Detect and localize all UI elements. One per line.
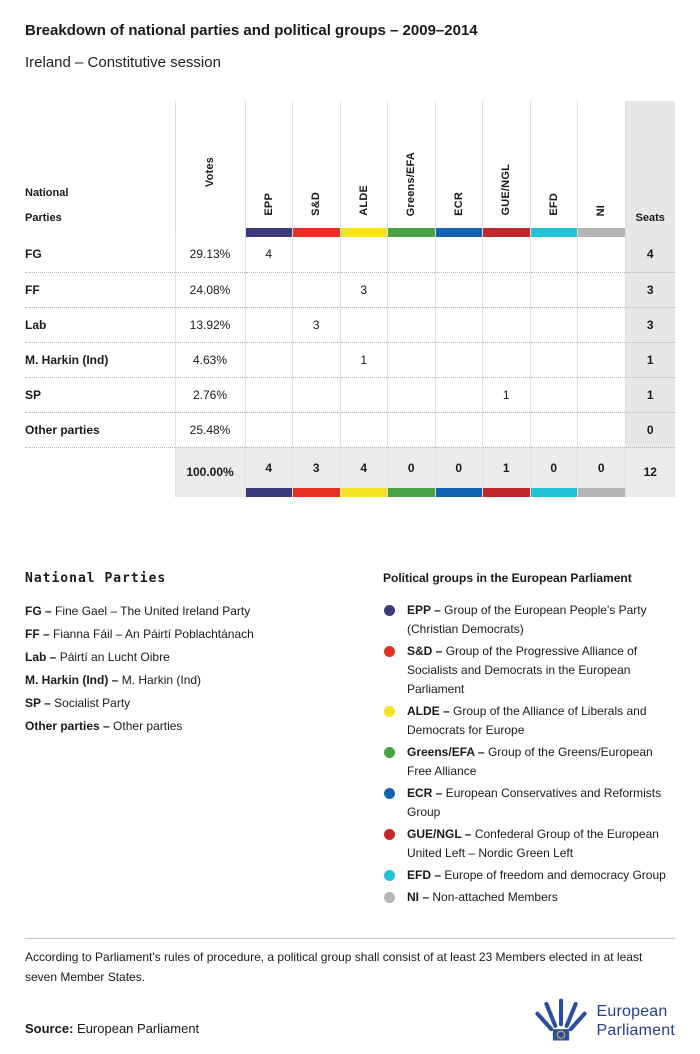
seats-cell: 0 [625, 412, 675, 447]
group-column-header-gue-ngl [483, 101, 531, 237]
legend-party-abbr: FG – [25, 603, 52, 618]
legend-party-abbr: Lab – [25, 649, 57, 664]
total-group-value: 3 [312, 460, 320, 475]
legend-group-name: Group of the European People's Party (Christian Democrats) [407, 602, 647, 636]
party-name: FF [25, 272, 175, 307]
votes-cell: 25.48% [175, 412, 245, 447]
group-seats-cell [578, 342, 626, 377]
total-seats-cell: 12 [625, 447, 675, 497]
group-column-header-efd [530, 101, 578, 237]
group-seats-cell [293, 342, 341, 377]
groups-legend-title: Political groups in the European Parliament [383, 570, 632, 585]
legend-party-item [25, 627, 383, 641]
legend-group-name: Europe of freedom and democracy Group [444, 867, 666, 882]
legend-group-item [383, 888, 675, 907]
group-header-label: NI [595, 204, 608, 216]
group-column-header-ecr [435, 101, 483, 237]
group-header-label: ECR [452, 192, 465, 216]
national-parties-header [25, 101, 175, 237]
group-seats-cell [293, 377, 341, 412]
group-seats-cell [388, 237, 436, 272]
group-seats-cell [245, 412, 293, 447]
total-group-value: 0 [407, 460, 415, 475]
total-row [25, 447, 675, 497]
group-color-bar [246, 488, 293, 497]
group-seats-cell [388, 272, 436, 307]
legend-group-item [383, 784, 675, 822]
votes-header-label: Votes [204, 156, 216, 187]
table-header-row [25, 101, 675, 237]
total-group-cell [530, 447, 578, 497]
group-seats-cell [483, 307, 531, 342]
group-seats-cell [435, 377, 483, 412]
party-name: Lab [25, 307, 175, 342]
legend-party-abbr: FF – [25, 626, 50, 641]
total-group-cell [483, 447, 531, 497]
group-seats-cell [388, 342, 436, 377]
group-color-dot [384, 747, 395, 758]
group-color-bar [388, 228, 435, 237]
hemicycle-icon [535, 995, 587, 1047]
total-group-value: 0 [550, 460, 558, 475]
group-seats-cell [340, 237, 388, 272]
logo-line1: European [596, 1003, 668, 1020]
legend-party-abbr: Other parties – [25, 718, 110, 733]
group-seats-cell [245, 272, 293, 307]
total-group-cell [578, 447, 626, 497]
corner-label-line2: Parties [25, 212, 62, 224]
group-seats-cell [483, 412, 531, 447]
group-seats-cell: 1 [340, 342, 388, 377]
votes-cell: 13.92% [175, 307, 245, 342]
legend-group-name: Group of the Greens/European Free Alliance [407, 744, 653, 778]
legend-group-abbr: GUE/NGL – [407, 826, 472, 841]
seats-column-header [625, 101, 675, 237]
group-seats-cell: 3 [340, 272, 388, 307]
group-color-dot [384, 870, 395, 881]
group-color-dot [384, 892, 395, 903]
legend-group-name: Confederal Group of the European United Left – Nordic Green Left [407, 826, 659, 860]
group-color-bar [483, 488, 530, 497]
group-color-dot [384, 788, 395, 799]
group-column-header-alde [340, 101, 388, 237]
group-column-header-greens-efa [388, 101, 436, 237]
table-row [25, 342, 675, 377]
group-seats-cell [435, 342, 483, 377]
group-seats-cell [340, 412, 388, 447]
total-group-value: 4 [265, 460, 273, 475]
group-color-bar [531, 488, 578, 497]
table-row [25, 237, 675, 272]
legend-group-abbr: EFD – [407, 867, 442, 882]
group-seats-cell [245, 307, 293, 342]
group-color-bar [436, 488, 483, 497]
seats-cell: 3 [625, 307, 675, 342]
group-color-bar [578, 228, 625, 237]
party-name: SP [25, 377, 175, 412]
legend-party-name: Fianna Fáil – An Páirtí Poblachtánach [53, 626, 254, 641]
group-column-header-sd [293, 101, 341, 237]
group-seats-cell: 4 [245, 237, 293, 272]
legend-party-item [25, 719, 383, 733]
legend-party-abbr: SP – [25, 695, 51, 710]
legend-party-name: Socialist Party [54, 695, 131, 710]
total-group-cell [388, 447, 436, 497]
group-header-label: Greens/EFA [405, 151, 418, 216]
party-name: Other parties [25, 412, 175, 447]
legend-group-item [383, 743, 675, 781]
total-group-value: 4 [360, 460, 368, 475]
group-color-dot [384, 706, 395, 717]
total-group-value: 1 [502, 460, 510, 475]
legend-party-item [25, 604, 383, 618]
table-row [25, 307, 675, 342]
group-seats-cell [578, 412, 626, 447]
group-seats-cell [245, 342, 293, 377]
footnote: According to Parliament's rules of procedure, a political group shall consist of at least 23 Members elected in at least seven Member States. [25, 938, 675, 987]
group-color-bar [341, 488, 388, 497]
legend-group-abbr: ALDE – [407, 703, 450, 718]
group-seats-cell [435, 412, 483, 447]
group-header-label: ALDE [357, 185, 370, 216]
legend-group-item [383, 825, 675, 863]
political-groups-legend [383, 571, 675, 910]
group-seats-cell [293, 412, 341, 447]
group-seats-cell [293, 237, 341, 272]
seats-header-label: Seats [635, 212, 665, 224]
group-color-bar [483, 228, 530, 237]
legend-party-abbr: M. Harkin (Ind) – [25, 672, 119, 687]
table-row [25, 412, 675, 447]
parties-legend-title: National Parties [25, 570, 167, 586]
page-header [0, 0, 700, 71]
total-group-value: 0 [455, 460, 463, 475]
results-table [25, 101, 675, 497]
group-header-label: EPP [262, 193, 275, 216]
legend-party-name: Other parties [113, 718, 183, 733]
group-seats-cell: 3 [293, 307, 341, 342]
group-seats-cell [578, 237, 626, 272]
group-color-bar [388, 488, 435, 497]
european-parliament-logo [535, 995, 675, 1047]
party-name: M. Harkin (Ind) [25, 342, 175, 377]
group-header-label: S&D [310, 192, 323, 216]
table-row [25, 272, 675, 307]
legend-group-abbr: ECR – [407, 785, 443, 800]
group-seats-cell [435, 272, 483, 307]
group-seats-cell [388, 412, 436, 447]
group-seats-cell [340, 307, 388, 342]
legend-group-abbr: NI – [407, 889, 430, 904]
group-color-dot [384, 646, 395, 657]
total-group-value: 0 [597, 460, 605, 475]
legend-group-item [383, 702, 675, 740]
logo-line2: Parliament [596, 1022, 675, 1039]
group-column-header-epp [245, 101, 293, 237]
group-seats-cell: 1 [483, 377, 531, 412]
group-color-bar [436, 228, 483, 237]
legend-group-item [383, 642, 675, 699]
legend-group-name: Group of the Progressive Alliance of Socialists and Democrats in the European Parliament [407, 643, 638, 696]
group-header-label: GUE/NGL [500, 164, 513, 216]
national-parties-legend [25, 571, 383, 910]
seats-cell: 1 [625, 342, 675, 377]
group-seats-cell [578, 377, 626, 412]
seats-cell: 3 [625, 272, 675, 307]
legend-party-name: M. Harkin (Ind) [121, 672, 202, 687]
table-row [25, 377, 675, 412]
legend-group-name: Non-attached Members [432, 889, 558, 904]
group-seats-cell [435, 237, 483, 272]
legend-party-item [25, 650, 383, 664]
page-subtitle: Ireland – Constitutive session [25, 54, 221, 71]
group-seats-cell [245, 377, 293, 412]
group-seats-cell [340, 377, 388, 412]
total-group-cell [293, 447, 341, 497]
group-seats-cell [435, 307, 483, 342]
votes-cell: 4.63% [175, 342, 245, 377]
group-seats-cell [483, 342, 531, 377]
seats-cell: 4 [625, 237, 675, 272]
source-value: European Parliament [77, 1021, 200, 1036]
corner-label-line1: National [25, 187, 69, 199]
legend-group-item [383, 866, 675, 885]
legend-group-abbr: EPP – [407, 602, 441, 617]
source-label: Source: [25, 1021, 74, 1036]
group-header-label: EFD [547, 193, 560, 216]
group-color-dot [384, 829, 395, 840]
group-seats-cell [388, 307, 436, 342]
page-title: Breakdown of national parties and political groups – 2009–2014 [25, 22, 478, 39]
legend-party-item [25, 696, 383, 710]
group-color-dot [384, 605, 395, 616]
group-color-bar [341, 228, 388, 237]
votes-cell: 24.08% [175, 272, 245, 307]
group-seats-cell [483, 272, 531, 307]
group-seats-cell [530, 342, 578, 377]
total-group-cell [435, 447, 483, 497]
group-seats-cell [388, 377, 436, 412]
group-color-bar [246, 228, 293, 237]
legend-party-name: Fine Gael – The United Ireland Party [55, 603, 251, 618]
logo-text [597, 1002, 675, 1040]
group-seats-cell [530, 377, 578, 412]
legend-group-item [383, 601, 675, 639]
group-seats-cell [530, 237, 578, 272]
total-votes-cell: 100.00% [175, 447, 245, 497]
legend-group-name: Group of the Alliance of Liberals and Democrats for Europe [407, 703, 647, 737]
legend-section [25, 571, 675, 910]
votes-column-header [175, 101, 245, 237]
group-color-bar [531, 228, 578, 237]
group-seats-cell [530, 272, 578, 307]
legend-party-name: Páirtí an Lucht Oibre [59, 649, 170, 664]
total-group-cell [245, 447, 293, 497]
group-seats-cell [483, 237, 531, 272]
group-color-bar [293, 228, 340, 237]
group-seats-cell [578, 307, 626, 342]
votes-cell: 29.13% [175, 237, 245, 272]
total-group-cell [340, 447, 388, 497]
group-column-header-ni [578, 101, 626, 237]
legend-group-abbr: S&D – [407, 643, 443, 658]
legend-group-name: European Conservatives and Reformists Group [407, 785, 662, 819]
group-color-bar [578, 488, 625, 497]
group-seats-cell [530, 412, 578, 447]
group-seats-cell [293, 272, 341, 307]
source-line [25, 1021, 199, 1036]
group-seats-cell [578, 272, 626, 307]
group-color-bar [293, 488, 340, 497]
group-seats-cell [530, 307, 578, 342]
party-name: FG [25, 247, 42, 262]
total-party-cell [25, 447, 175, 497]
seats-cell: 1 [625, 377, 675, 412]
votes-cell: 2.76% [175, 377, 245, 412]
legend-party-item [25, 673, 383, 687]
legend-group-abbr: Greens/EFA – [407, 744, 485, 759]
